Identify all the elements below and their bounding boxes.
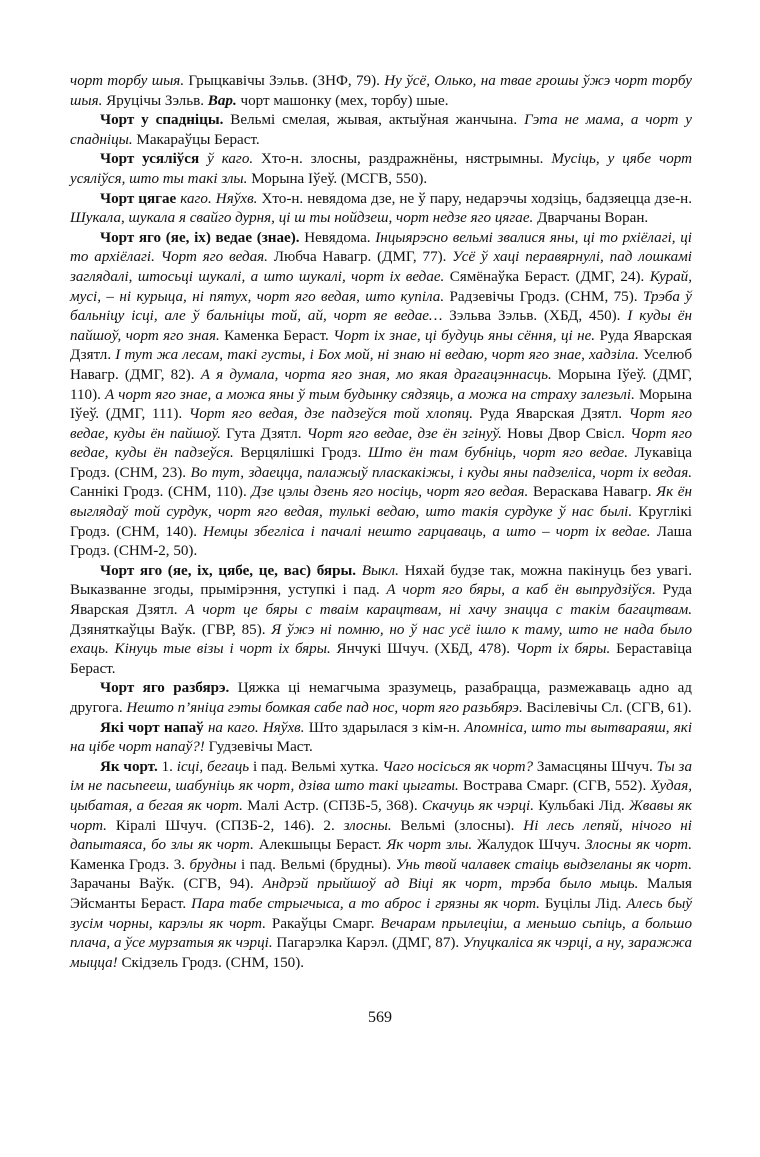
entry-example: злосны. (343, 817, 392, 834)
entry-example: Худая, цыбатая, а бегая як чорт. (70, 778, 693, 814)
entry-example: на каго. Няўхв. (203, 719, 305, 736)
entry-text: Новы Двор Свісл. (501, 425, 631, 442)
entry-text: і пад. Вельмі хутка. (249, 758, 383, 775)
entry-example: каго. Няўхв. (176, 190, 258, 207)
entry-text: Янчукі Шчуч. (ХБД, 478). (330, 641, 516, 658)
entry-example: Вечарам прылеціш, а меньшо сьпіць, а большо плача, а ўсе мурзатыя як чэрці. (70, 915, 692, 952)
entry-text: Невядома. (299, 229, 376, 246)
entry-text: Лукавіца Гродз. (СНМ, 23). (70, 445, 692, 481)
entry-text: Руда Яварская Дзятл. (70, 327, 692, 364)
entry-example: ў каго. (199, 151, 254, 168)
entry-example: Алесь быў зусім чорны, карэлы як чорт. (70, 895, 692, 932)
entry-example: Пара табе стрыгчыса, а то аброс і грязны як чорт. (191, 895, 540, 912)
entry-text: Гудзевічы Маст. (204, 739, 313, 756)
entry-example: Апомніса, што ты вытвараяш, які на цібе чорт напаў?! (70, 719, 693, 756)
entry-text: Уселюб Навагр. (ДМГ, 82). (70, 347, 692, 383)
entry-text: Морына Іўеў. (МСГВ, 550). (247, 170, 428, 187)
entry-text: Яруцічы Зэльв. (102, 92, 208, 109)
entry-example: Дзе цэлы дзень яго носіць, чорт яго ведая. (251, 484, 529, 501)
entry-text: Сямёнаўка Бераст. (ДМГ, 24). (444, 268, 650, 285)
entry-text: Каменка Гродз. 3. (70, 856, 190, 873)
entry-example: Усё ў хаці перавярнулі, пад лошкамі заглядалі, штосьці шукалі, а што шукалі, чорт іх ведае. (70, 249, 692, 285)
entry-example: Андрэй прыйшоў ад Віці як чорт, трэба было мыць. (262, 876, 639, 893)
entry-example: брудны (189, 856, 237, 873)
entry-example: Чорт яго ведая, дзе падзеўся той хлопяц. (188, 406, 474, 423)
entry-example: Вар. (207, 92, 237, 109)
entry-text: Няхай будзе так, можна пакінуць без увагі. Выказванне згоды, прымірэння, уступкі і пад. (70, 562, 692, 599)
entry-example: Немцы збегліса і пачалі нешто гарцаваць, а што – чорт іх ведае. (203, 523, 651, 540)
entry-example: Ты за ім не пасьпееш, шабуніць як чорт, дзіва што такі цыгаты. (70, 758, 692, 795)
entry-text: Цяжка ці немагчыма зразумець, разабрацца, размежаваць адно ад другога. (70, 680, 692, 716)
entry-example: Чорт іх бяры. (515, 641, 611, 658)
entry-text: 1. (157, 758, 177, 775)
entry-text: Морына Іўеў. (ДМГ, 111). (70, 386, 692, 423)
entry-text: Малі Астр. (СПЗБ-5, 368). (242, 797, 422, 814)
entry-text: Алекшыцы Бераст. (253, 837, 387, 854)
entry-example: Чаго носісься як чорт? (382, 758, 534, 775)
entry-text: Круглікі Гродз. (СНМ, 140). (70, 504, 692, 540)
entry-text: Лаша Гродз. (СНМ-2, 50). (70, 523, 692, 560)
entry-text: Што здарылася з кім-н. (304, 719, 465, 736)
entry-text: Хто-н. невядома дзе, не ў пару, недарэчы ходзіць, бадзяецца дзе-н. (257, 190, 692, 207)
entry-example: А чорт яго знае, а можа яны ў тым будынку сядзяць, а можа на страху залезьлі. (104, 386, 635, 403)
entry-text: чорт машонку (мех, торбу) шые. (236, 92, 449, 109)
entry-headword: Чорт у спадніцы. (100, 112, 224, 129)
entry-text: Хто-н. злосны, раздражнёны, нястрымны. (253, 151, 552, 168)
entry-example: І тут жа лесам, такі густы, і Бох мой, ні знаю ні ведаю, чорт яго знае, хадзіла. (115, 347, 639, 364)
entry-text: Замасцяны Шчуч. (533, 758, 657, 775)
dictionary-entry (70, 758, 692, 974)
entry-example: А чорт це бяры с тваім карацтвам, ні хачу знацца с такім багацтвам. (185, 602, 692, 619)
entry-text: Пагарэлка Карэл. (ДМГ, 87). (272, 935, 463, 952)
entry-example: Упуцкаліса як чэрці, а ну, заражжа мыцца! (70, 935, 693, 971)
entry-text: Зэльва Зэльв. (ХБД, 450). (442, 308, 628, 325)
dictionary-entry (70, 111, 692, 150)
entry-headword: Чорт цягае (100, 190, 177, 207)
entry-text: Васілевічы Сл. (СГВ, 61). (522, 700, 692, 716)
dictionary-entry (70, 190, 692, 229)
entry-example: Ні лесь лепяй, нічого ні дапытаяса, бо злы як чорт. (70, 817, 692, 854)
entry-example: Што ён там бубніць, чорт яго ведае. (367, 445, 629, 462)
entry-example: А чорт яго бяры, а каб ён выпрудзіўся. (386, 582, 656, 599)
entry-example: Мусіць, у цябе чорт усяліўся, што ты такі злы. (70, 151, 692, 187)
entry-text: Макараўцы Бераст. (132, 131, 260, 148)
entry-text: Дзяняткаўцы Ваўк. (ГВР, 85). (70, 621, 272, 638)
entry-example: Ну ўсё, Олько, на твае грошы ўжэ чорт торбу шыя. (70, 73, 692, 109)
entry-example: Скачуць як чэрці. (421, 797, 534, 814)
entry-text: і пад. Вельмі (брудны). (236, 856, 396, 873)
entry-example: Курай, мусі, – ні курыца, ні пятух, чорт яго ведая, што купіла. (70, 268, 692, 305)
entry-headword: Як чорт. (100, 758, 158, 775)
entry-example: Гэта не мама, а чорт у спадніцы. (70, 112, 692, 148)
entry-text: Кіралі Шчуч. (СПЗБ-2, 146). 2. (106, 817, 344, 834)
entry-text: Вераскава Навагр. (528, 484, 657, 501)
entry-text: Любча Навагр. (ДМГ, 77). (267, 249, 453, 266)
entry-text: Ракаўцы Смарг. (266, 915, 381, 932)
entry-text: Вельмі (злосны). (391, 817, 524, 834)
entry-example: Выкл. (356, 562, 399, 579)
dictionary-entry (70, 72, 692, 111)
entry-text: Руда Яварская Дзятл. (70, 582, 692, 619)
entry-text: Дварчаны Воран. (533, 210, 649, 227)
entry-example: Унь твой чалавек стаіць выдзеланы як чорт. (395, 856, 692, 873)
entry-example: І куды ён пайшоў, чорт яго зная. (70, 308, 692, 344)
entry-example: Я ўжэ ні помню, но ў нас усё ішло к таму, што не нада было ехаць. Кінуць тые візы і чорт іх бяры. (70, 621, 692, 658)
entry-headword: Які чорт напаў (100, 719, 204, 736)
entry-text: Руда Яварская Дзятл. (473, 406, 629, 423)
entry-example: Чорт яго ведае, дзе ён згінуў. (306, 425, 502, 442)
entry-text: Скідзель Гродз. (СНМ, 150). (117, 954, 305, 971)
entry-text: Каменка Бераст. (219, 327, 334, 344)
entry-example: Чорт яго ведае, куды ён пайшоў. (70, 406, 692, 442)
entry-example: Чорт іх знае, ці будуць яны сёння, ці не. (333, 327, 596, 344)
entry-example: ісці, бегаць (176, 758, 250, 775)
entry-headword: Чорт яго разбярэ. (100, 680, 230, 697)
entry-headword: Чорт яго (яе, іх, цябе, це, вас) бяры. (100, 562, 357, 579)
entry-example: Як ён выглядаў той сурдук, чорт яго ведая, тулькі ведаю, што такія сурдуке ў нас былі. (70, 484, 692, 521)
entry-text: Зарачаны Ваўк. (СГВ, 94). (70, 876, 263, 893)
dictionary-entry (70, 719, 692, 758)
entry-text: Буцілы Лід. (539, 895, 627, 912)
entry-example: Чорт яго ведае, куды ён падзеўся. (70, 425, 693, 462)
entry-text: Вельмі смелая, жывая, актыўная жанчына. (223, 112, 525, 129)
entry-text: Бераставіца Бераст. (70, 641, 692, 677)
entry-example: Трэба ў бальніцу ісці, але ў бальніцы той, ай, чорт яе ведае… (70, 288, 693, 325)
entry-text: Жалудок Шчуч. (472, 837, 586, 854)
entry-text: Верцялішкі Гродз. (233, 445, 368, 462)
dictionary-entry (70, 229, 692, 562)
entry-example: чорт торбу шыя. (70, 73, 185, 89)
entry-text: Морына Іўеў. (ДМГ, 110). (70, 366, 693, 403)
entry-example: Шукала, шукала я свайго дурня, ці ш ты нойдзеш, чорт недзе яго цягае. (70, 210, 534, 227)
entry-text: Гута Дзятл. (220, 425, 307, 442)
entry-example: Во тут, здаецца, палажыў пласкакіжы, і куды яны падзеліса, чорт іх ведая. (190, 464, 692, 481)
entry-example: Нешто п’яніца гэты бомкая сабе пад нос, чорт яго разьбярэ. (126, 700, 523, 716)
entry-example: Жвавы як чорт. (70, 797, 692, 834)
entry-headword: Чорт усяліўся (100, 151, 200, 168)
entry-text: Кульбакі Лід. (533, 797, 629, 814)
entry-headword: Чорт яго (яе, іх) ведае (знае). (100, 229, 300, 246)
entry-text: Саннікі Гродз. (СНМ, 110). (70, 484, 252, 501)
dictionary-entry (70, 150, 692, 189)
dictionary-page-text (70, 72, 692, 973)
entry-text: Малыя Эйсманты Бераст. (70, 876, 692, 912)
dictionary-entry (70, 679, 692, 718)
dictionary-entry (70, 562, 692, 680)
entry-example: Інцыярэсно вельмі звалися яны, ці то рхіёлагі, ці то архіёлагі. Чорт яго ведая. (70, 229, 692, 266)
entry-example: Злосны як чорт. (585, 837, 692, 854)
entry-example: Як чорт злы. (386, 837, 473, 854)
entry-text: Грыцкавічы Зэльв. (ЗНФ, 79). (184, 73, 385, 89)
page-number: 569 (368, 1009, 392, 1026)
entry-text: Радзевічы Гродз. (СНМ, 75). (444, 288, 643, 305)
entry-text: Вострава Смарг. (СГВ, 552). (458, 778, 651, 795)
entry-example: А я думала, чорта яго зная, мо якая драгацэннасць. (200, 366, 552, 383)
